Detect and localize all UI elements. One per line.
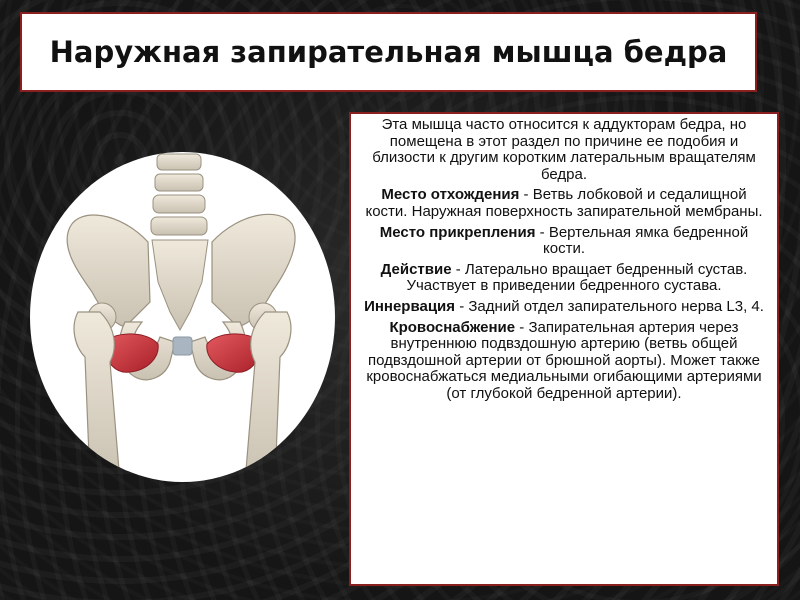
separator: - <box>519 186 533 204</box>
term-label: Место прикрепления <box>379 223 536 241</box>
description-paragraph-innervation <box>361 299 767 316</box>
lumbar-vertebrae <box>151 154 207 235</box>
pelvis-diagram-svg <box>30 152 335 482</box>
paragraph-text: Латерально вращает бедренный сустав. Участвует в приведении бедренного сустава. <box>406 260 748 295</box>
description-paragraph-blood-supply <box>361 320 767 403</box>
description-paragraph-origin <box>361 187 767 220</box>
paragraph-text: Задний отдел запирательного нерва L3, 4. <box>468 297 764 315</box>
term-label: Иннервация <box>364 297 456 315</box>
separator: - <box>535 223 549 241</box>
term-label: Место отхождения <box>381 186 520 204</box>
paragraph-text: Ветвь лобковой и седалищной кости. Наружная поверхность запирательной мембраны. <box>365 186 763 220</box>
slide-title: Наружная запирательная мышца бедра <box>49 35 728 69</box>
description-paragraph-action <box>361 262 767 295</box>
title-box <box>20 12 757 92</box>
description-paragraph-intro <box>361 117 767 183</box>
paragraph-text: Запирательная артерия через внутреннюю подвздошную артерию (ветвь общей подвздошной артерии от брюшной аорты). Может также кровоснабжаться медиальными огибающими артериями (от глубокой бедренной артерии). <box>366 318 762 402</box>
paragraph-text: Эта мышца часто относится к аддукторам бедра, но помещена в этот раздел по причине ее подобия и близости к другим коротким латеральным вращателям бедра. <box>372 116 756 183</box>
paragraph-text: Вертельная ямка бедренной кости. <box>543 223 749 258</box>
pelvis-illustration <box>30 152 335 482</box>
term-label: Действие <box>380 260 452 278</box>
term-label: Кровоснабжение <box>389 318 516 336</box>
separator: - <box>515 318 529 336</box>
description-box <box>349 112 779 586</box>
separator: - <box>455 297 469 315</box>
separator: - <box>451 260 465 278</box>
pubic-symphysis <box>173 337 192 355</box>
sacrum <box>152 240 208 330</box>
description-paragraph-insertion <box>361 225 767 258</box>
